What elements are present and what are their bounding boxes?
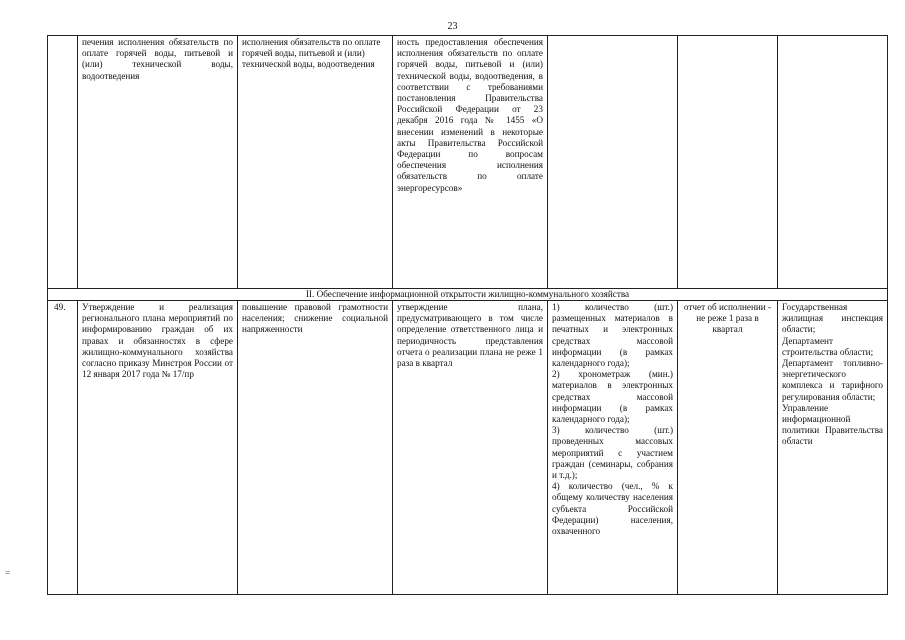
cell-reporting bbox=[678, 36, 778, 289]
cell-indicators bbox=[548, 301, 678, 595]
indicator-item: 1) количество (шт.) размещенных материалов в печатных и электронных средствах массовой информации (в рамках календарного года); bbox=[552, 302, 673, 369]
responsible-item: Управление информационной политики Правительства области bbox=[782, 402, 883, 447]
cell-reporting: отчет об исполнении - не реже 1 раза в квартал bbox=[678, 301, 778, 595]
cell-responsible bbox=[778, 36, 888, 289]
section-row bbox=[48, 289, 888, 301]
cell-mechanism: утверждение плана, предусматривающего в том числе определение ответственного лица и периодичность представления отчета о реализации плана не реже 1 раза в квартал bbox=[393, 301, 548, 595]
cell-indicators bbox=[548, 36, 678, 289]
indicator-item: 3) количество (шт.) проведенных массовых мероприятий с участием граждан (семинары, собрания и т.д.); bbox=[552, 425, 673, 481]
cell-action: Утверждение и реализация регионального плана мероприятий по информированию граждан об их правах и обязанностях в сфере жилищно-коммунального хозяйства согласно приказу Минстроя России от 12 января 2017 года № 17/пр bbox=[78, 301, 238, 595]
page-number: 23 bbox=[447, 21, 458, 32]
responsible-item: Департамент топливно-энергетического комплекса и тарифного регулирования области; bbox=[782, 358, 883, 402]
cell-responsible bbox=[778, 301, 888, 595]
responsible-item: Государственная жилищная инспекция области; bbox=[782, 302, 883, 335]
indicator-item: 2) хронометраж (мин.) материалов в электронных средствах массовой информации (в рамках календарного года); bbox=[552, 369, 673, 425]
measures-table bbox=[47, 35, 888, 595]
responsible-item: Департамент строительства области; bbox=[782, 335, 874, 357]
cell-num bbox=[48, 36, 78, 289]
margin-mark: = bbox=[5, 568, 11, 578]
cell-goal: повышение правовой грамотности населения; снижение социальной напряженности bbox=[238, 301, 393, 595]
section-title: II. Обеспечение информационной открытости жилищно-коммунального хозяйства bbox=[48, 289, 888, 301]
cell-mechanism: ность предоставления обеспечения исполнения обязательств по оплате горячей воды, питьевой и (или) технической воды, водоотведения, в соответствии с требованиями постановления Правительства Российской Федерации от 23 декабря 2016 года № 1455 «О внесении изменений в некоторые акты Правительства Российской Федерации по вопросам обеспечения исполнения обязательств по оплате энергоресурсов» bbox=[393, 36, 548, 289]
cell-goal: исполнения обязательств по оплате горячей воды, питьевой и (или) технической воды, водоотведения bbox=[238, 36, 393, 289]
cell-num: 49. bbox=[48, 301, 78, 595]
cell-action: печения исполнения обязательств по оплате горячей воды, питьевой и (или) технической воды, водоотведения bbox=[78, 36, 238, 289]
table-row-continued bbox=[48, 36, 888, 289]
indicator-item: 4) количество (чел., % к общему количеству населения субъекта Российской Федерации) населения, охваченного bbox=[552, 481, 673, 537]
table-row-49 bbox=[48, 301, 888, 595]
